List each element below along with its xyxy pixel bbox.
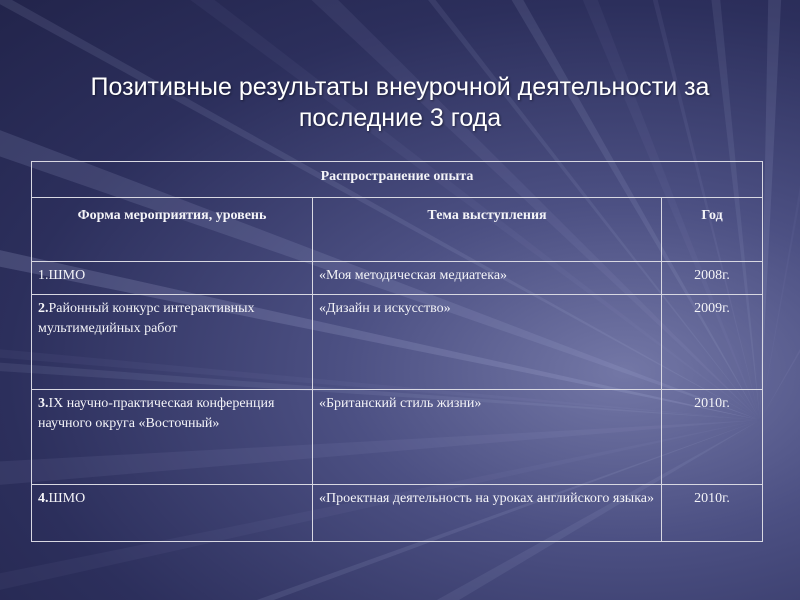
- event-cell: [32, 262, 313, 295]
- slide-title: [40, 72, 760, 134]
- event-cell: [32, 485, 313, 542]
- event-cell: [32, 295, 313, 390]
- event-name: Районный конкурс интерактивных мультимедийных работ: [38, 301, 255, 336]
- event-name: IX научно-практическая конференция научного округа «Восточный»: [38, 396, 275, 431]
- year-cell: 2009г.: [662, 295, 763, 390]
- row-number: 3.: [38, 396, 49, 411]
- column-header-event: Форма мероприятия, уровень: [32, 198, 313, 262]
- topic-cell: «Британский стиль жизни»: [313, 390, 662, 485]
- table-row: [32, 485, 763, 542]
- topic-cell: «Дизайн и искусство»: [313, 295, 662, 390]
- slide-title-line-1: Позитивные результаты внеурочной деятельности за: [90, 73, 710, 101]
- event-name: ШМО: [48, 491, 86, 506]
- slide-title-line-2: последние 3 года: [298, 104, 502, 132]
- section-header: Распространение опыта: [32, 162, 763, 198]
- column-header-topic: Тема выступления: [313, 198, 662, 262]
- topic-cell: «Проектная деятельность на уроках английского языка»: [313, 485, 662, 542]
- experience-table: [31, 161, 763, 542]
- row-number: 1.: [38, 268, 49, 283]
- column-header-year: Год: [662, 198, 763, 262]
- year-cell: 2008г.: [662, 262, 763, 295]
- event-name: ШМО: [48, 268, 86, 283]
- table-row: [32, 262, 763, 295]
- topic-cell: «Моя методическая медиатека»: [313, 262, 662, 295]
- light-ray: [760, 0, 800, 420]
- table-row: [32, 295, 763, 390]
- year-cell: 2010г.: [662, 390, 763, 485]
- event-cell: [32, 390, 313, 485]
- table-row: [32, 390, 763, 485]
- row-number: 4.: [38, 491, 49, 506]
- row-number: 2.: [38, 301, 49, 316]
- section-header-row: [32, 162, 763, 198]
- column-header-row: [32, 198, 763, 262]
- year-cell: 2010г.: [662, 485, 763, 542]
